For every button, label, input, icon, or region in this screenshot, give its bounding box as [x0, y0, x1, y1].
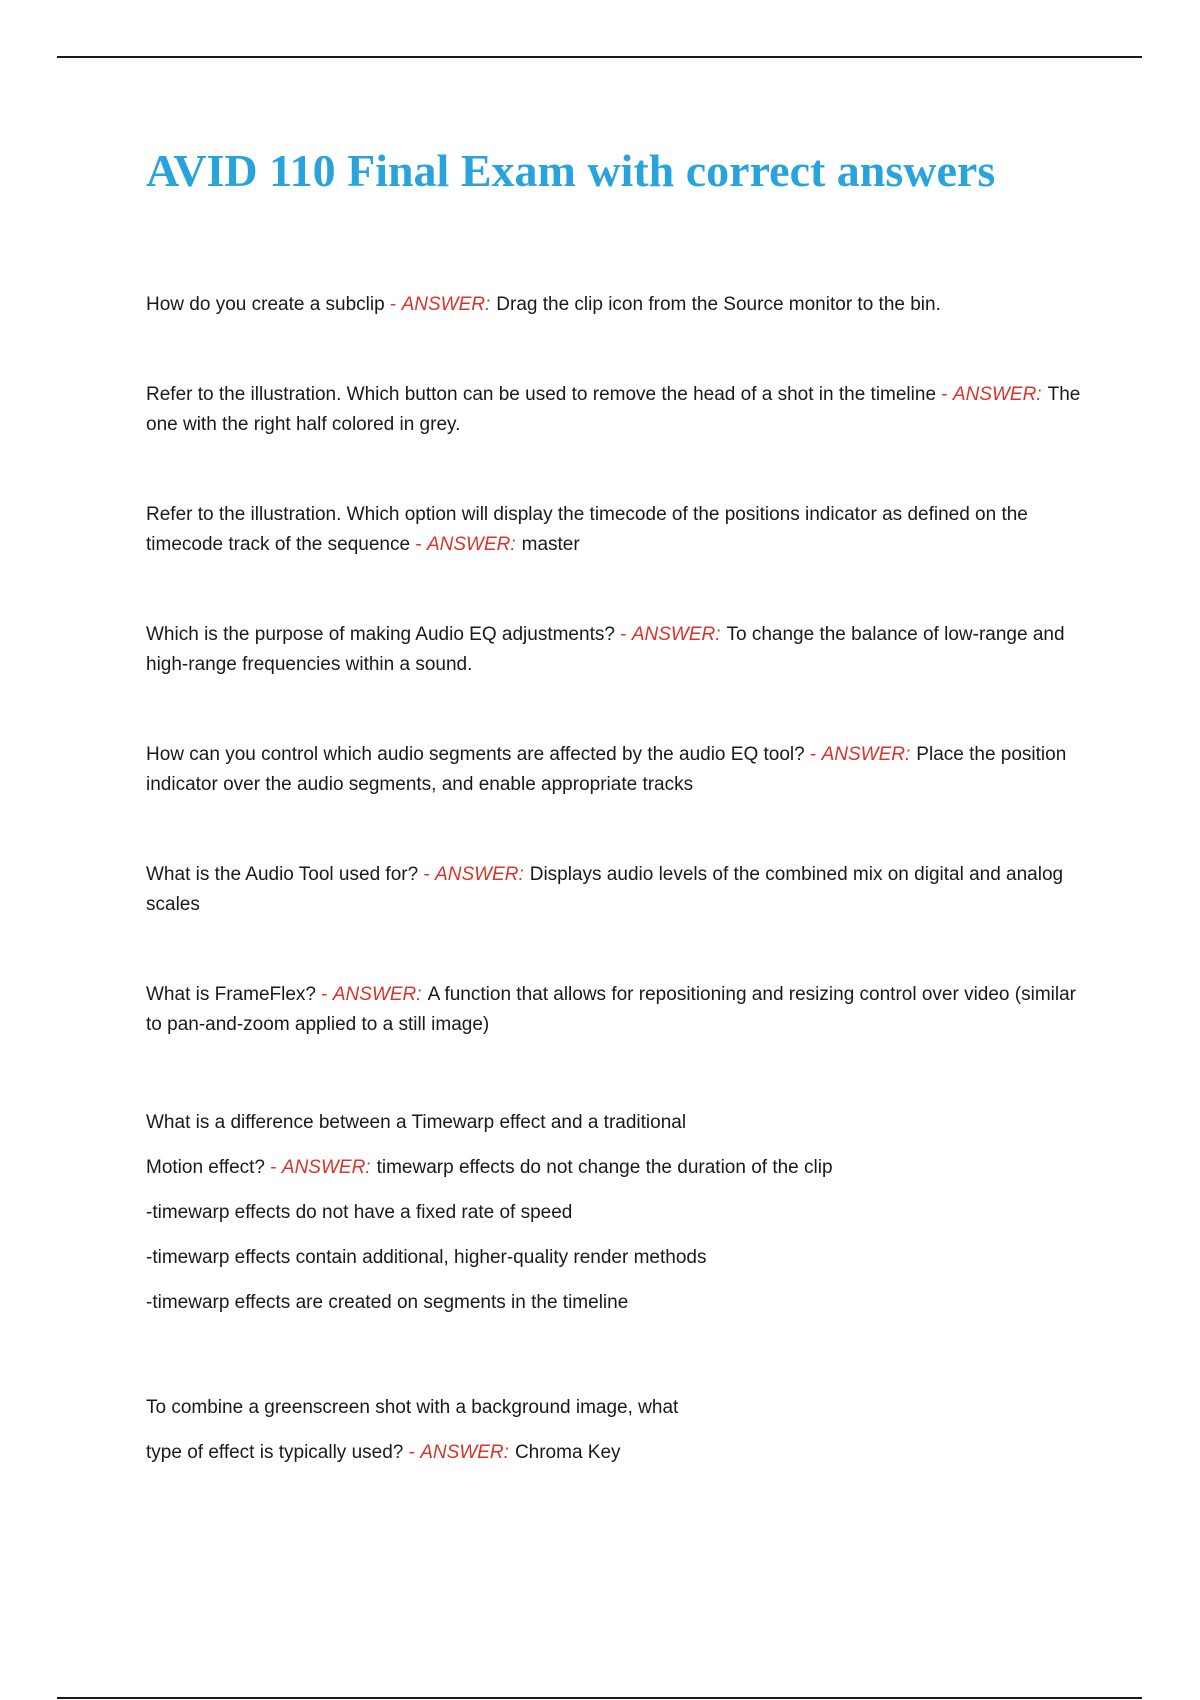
question-text: Refer to the illustration. Which option will display the timecode of the positions indicator as defined on the timecode track of the sequence: [146, 504, 1028, 555]
answer-text: timewarp effects do not change the duration of the clip: [376, 1157, 833, 1178]
answer-separator: -: [423, 864, 436, 885]
qa-item-4: [146, 620, 1086, 680]
answer-label: ANSWER:: [631, 624, 721, 645]
answer-label: ANSWER:: [952, 384, 1042, 405]
question-text: Motion effect?: [146, 1157, 266, 1178]
answer-label: ANSWER:: [420, 1442, 509, 1463]
question-text: How can you control which audio segments are affected by the audio EQ tool?: [146, 744, 805, 765]
answer-separator: -: [620, 624, 632, 645]
question-text: Refer to the illustration. Which button can be used to remove the head of a shot in the timeline: [146, 384, 937, 405]
answer-line: -timewarp effects contain additional, higher-quality render methods: [146, 1247, 707, 1268]
question-line: What is a difference between a Timewarp effect and a traditional: [146, 1112, 687, 1133]
qa-item-greenscreen: [146, 1385, 1086, 1475]
qa-item-5: [146, 740, 1086, 800]
qa-item-7: [146, 980, 1086, 1040]
question-text: type of effect is typically used?: [146, 1442, 404, 1463]
answer-label: ANSWER:: [281, 1157, 371, 1178]
qa-item-3: [146, 500, 1086, 560]
qa-item-2: [146, 380, 1086, 440]
bottom-rule: [57, 1697, 1142, 1699]
page-title: AVID 110 Final Exam with correct answers: [146, 145, 996, 196]
answer-text: Displays audio levels of the combined mix on digital and analog scales: [146, 864, 1064, 915]
answer-separator: -: [415, 534, 427, 555]
question-answer-line: [146, 1430, 1086, 1475]
answer-separator: -: [408, 1442, 421, 1463]
top-rule: [57, 56, 1142, 58]
qa-item-6: [146, 860, 1086, 920]
answer-line: -timewarp effects are created on segments in the timeline: [146, 1292, 629, 1313]
answer-separator: -: [389, 294, 402, 315]
answer-text: master: [521, 534, 580, 555]
question-text: What is FrameFlex?: [146, 984, 316, 1005]
question-text: What is the Audio Tool used for?: [146, 864, 419, 885]
answer-separator: -: [810, 744, 822, 765]
answer-label: ANSWER:: [821, 744, 911, 765]
answer-text: A function that allows for repositioning and resizing control over video (similar to pan-and-zoom applied to a still image): [146, 984, 1076, 1035]
answer-line: -timewarp effects do not have a fixed rate of speed: [146, 1202, 573, 1223]
qa-item-1: [146, 290, 1086, 320]
answer-label: ANSWER:: [426, 534, 516, 555]
answer-separator: -: [941, 384, 953, 405]
question-line: To combine a greenscreen shot with a background image, what: [146, 1397, 679, 1418]
answer-text: Chroma Key: [514, 1442, 621, 1463]
answer-text: Drag the clip icon from the Source monitor to the bin.: [496, 294, 941, 315]
answer-label: ANSWER:: [401, 294, 491, 315]
answer-label: ANSWER:: [435, 864, 524, 885]
answer-text: To change the balance of low-range and high-range frequencies within a sound.: [146, 624, 1065, 675]
answer-label: ANSWER:: [332, 984, 422, 1005]
question-answer-line: [146, 1145, 1086, 1190]
answer-separator: -: [270, 1157, 282, 1178]
question-text: Which is the purpose of making Audio EQ adjustments?: [146, 624, 615, 645]
qa-list: [146, 290, 1086, 1535]
answer-separator: -: [321, 984, 333, 1005]
answer-text: Place the position indicator over the audio segments, and enable appropriate tracks: [146, 744, 1067, 795]
answer-text: The one with the right half colored in grey.: [146, 384, 1081, 435]
question-text: How do you create a subclip: [146, 294, 385, 315]
qa-item-timewarp: [146, 1100, 1086, 1325]
